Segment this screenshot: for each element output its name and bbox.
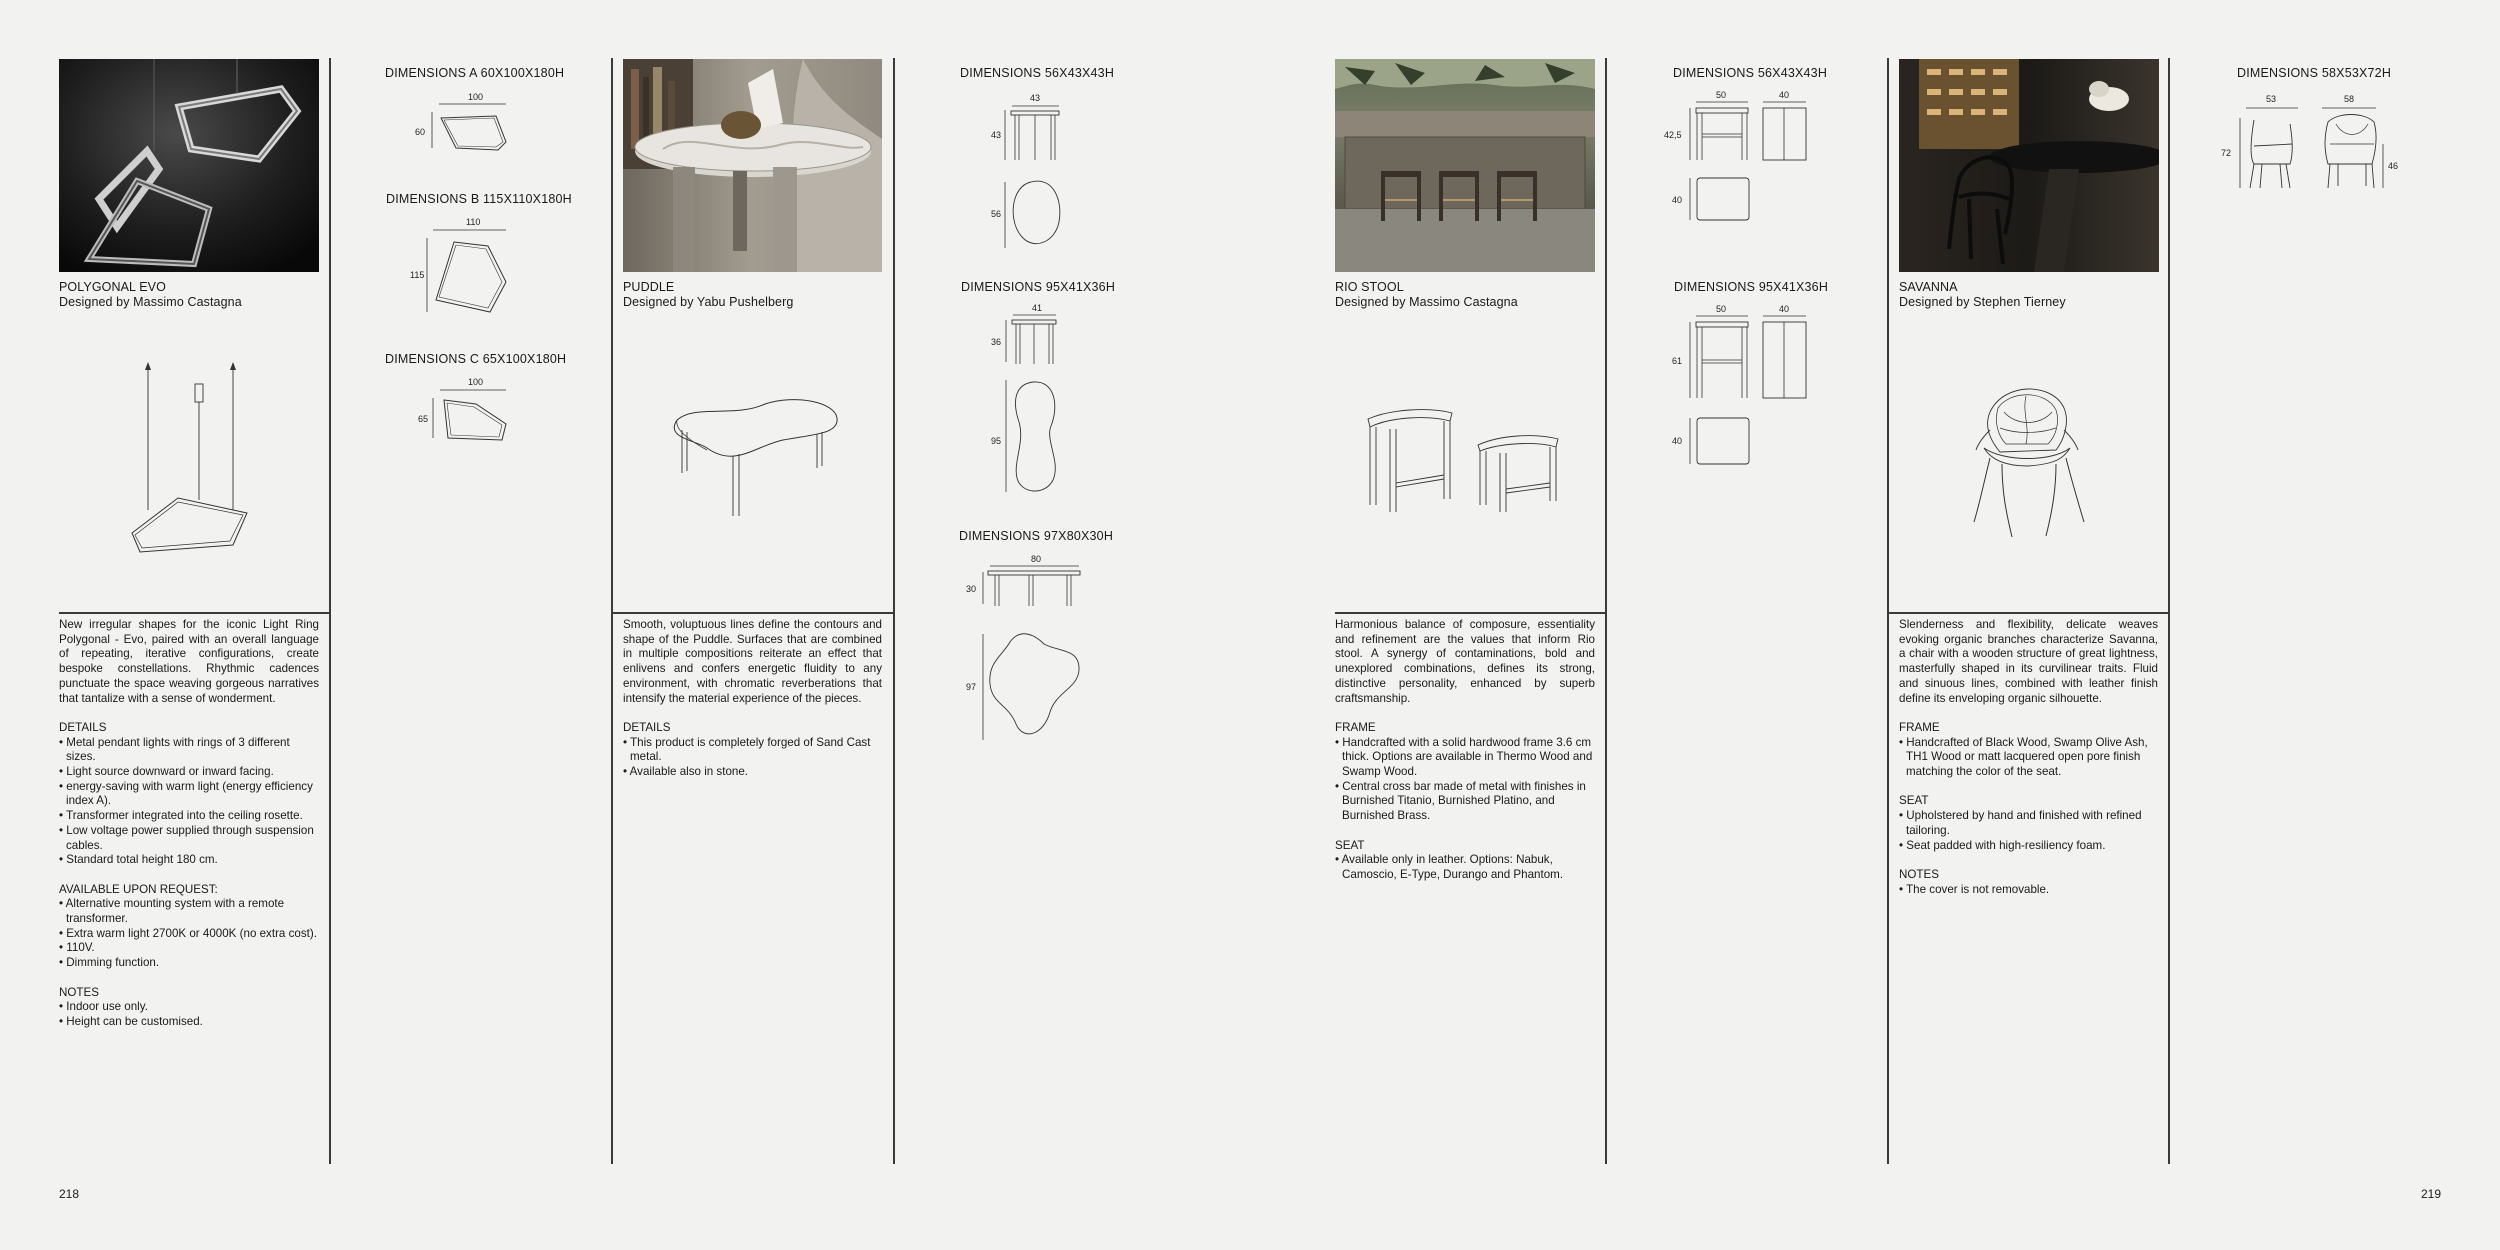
height-label: 65 [418, 414, 429, 424]
front-width-label: 50 [1716, 90, 1727, 100]
list-item: • Available also in stone. [623, 765, 882, 780]
intro-text: Smooth, voluptuous lines define the contours and shape of the Puddle. Surfaces that are combined in multiple compositions reiterate an effect that enlivens and confers energetic fluidity to any environment, with chromatic reverberations that intensify the material experience of the pieces. [623, 618, 882, 705]
dimensions-heading: DIMENSIONS 95X41X36H [961, 280, 1116, 294]
product-title [59, 280, 242, 310]
depth-label: 40 [1672, 436, 1683, 446]
list-item: • Handcrafted of Black Wood, Swamp Olive Ash, TH1 Wood or matt lacquered open pore finish matching the color of the seat. [1899, 736, 2158, 780]
drawing-puddle [665, 398, 845, 523]
product-designer: Designed by Stephen Tierney [1899, 295, 2066, 309]
product-designer: Designed by Massimo Castagna [1335, 295, 1518, 309]
section-rule [1888, 612, 2168, 614]
section-label: NOTES [59, 985, 99, 999]
dimensions-heading: DIMENSIONS 97X80X30H [959, 529, 1114, 543]
section-label: DETAILS [59, 720, 107, 734]
product-designer: Designed by Yabu Pushelberg [623, 295, 794, 309]
dimensions-heading: DIMENSIONS 58X53X72H [2237, 66, 2392, 80]
dimension-drawing [410, 90, 520, 160]
width-label: 41 [1032, 303, 1043, 313]
section-label: FRAME [1899, 720, 1940, 734]
intro-text: New irregular shapes for the iconic Light Ring Polygonal - Evo, paired with an overall language of repeating, iterative configurations, create bespoke constellations. Rhythmic cadences punctuate the space weaving gorgeous narratives that tantalize with a sense of wonderment. [59, 618, 319, 705]
product-name: RIO STOOL [1335, 280, 1404, 294]
product-name: SAVANNA [1899, 280, 1958, 294]
seat-height-label: 46 [2388, 161, 2399, 171]
side-width-label: 40 [1779, 90, 1790, 100]
description-rio-stool [1335, 618, 1595, 897]
description-puddle [623, 618, 882, 794]
photo-puddle [623, 59, 882, 272]
column-divider [1887, 58, 1889, 1164]
column-divider [1605, 58, 1607, 1164]
width-label: 100 [468, 377, 484, 387]
list-item: • Transformer integrated into the ceiling rosette. [59, 809, 319, 824]
details-list [59, 736, 319, 868]
drawing-savanna [1960, 382, 2100, 542]
notes-list [1899, 883, 2158, 898]
list-item: • Metal pendant lights with rings of 3 different sizes. [59, 736, 319, 765]
list-item: • Extra warm light 2700K or 4000K (no extra cost). [59, 927, 319, 942]
section-label: NOTES [1899, 867, 1939, 881]
height-label: 61 [1672, 356, 1683, 366]
front-width-label: 53 [2266, 94, 2277, 104]
list-item: • Available only in leather. Options: Nabuk, Camoscio, E-Type, Durango and Phantom. [1335, 853, 1595, 882]
page-number-left: 218 [59, 1187, 80, 1201]
width-label: 110 [466, 217, 481, 227]
column-divider [893, 58, 895, 1164]
dimension-drawing [1660, 304, 1820, 474]
height-label: 60 [415, 127, 426, 137]
dimensions-heading: DIMENSIONS A 60X100X180H [385, 66, 565, 80]
dimension-drawing [985, 302, 1085, 497]
list-item: • Low voltage power supplied through suspension cables. [59, 824, 319, 853]
list-item: • Height can be customised. [59, 1015, 319, 1030]
depth-label: 97 [966, 682, 977, 692]
dimensions-heading: DIMENSIONS 56X43X43H [1673, 66, 1828, 80]
product-name: POLYGONAL EVO [59, 280, 166, 294]
height-label: 30 [966, 584, 977, 594]
list-item: • Dimming function. [59, 956, 319, 971]
list-item: • Indoor use only. [59, 1000, 319, 1015]
frame-list [1899, 736, 2158, 780]
column-divider [329, 58, 331, 1164]
list-item: • Light source downward or inward facing. [59, 765, 319, 780]
section-label: SEAT [1335, 838, 1365, 852]
side-width-label: 40 [1779, 304, 1790, 314]
drawing-rio-stool [1360, 405, 1570, 515]
section-label: AVAILABLE UPON REQUEST: [59, 882, 218, 896]
side-width-label: 58 [2344, 94, 2355, 104]
section-rule [59, 612, 329, 614]
column-divider [611, 58, 613, 1164]
dimensions-heading: DIMENSIONS C 65X100X180H [385, 352, 567, 366]
depth-label: 56 [991, 209, 1002, 219]
description-polygonal-evo [59, 618, 319, 1044]
column-divider [2168, 58, 2170, 1164]
height-label: 36 [991, 337, 1002, 347]
list-item: • This product is completely forged of Sand Cast metal. [623, 736, 882, 765]
section-label: DETAILS [623, 720, 671, 734]
description-savanna [1899, 618, 2158, 912]
photo-savanna [1899, 59, 2159, 272]
dimensions-heading: DIMENSIONS B 115X110X180H [386, 192, 572, 206]
details-list [623, 736, 882, 780]
frame-list [1335, 736, 1595, 824]
front-width-label: 50 [1716, 304, 1727, 314]
photo-rio-stool [1335, 59, 1595, 272]
dimension-drawing [410, 214, 520, 324]
dimension-drawing [410, 376, 520, 446]
list-item: • 110V. [59, 941, 319, 956]
height-label: 72 [2221, 148, 2232, 158]
notes-list [59, 1000, 319, 1029]
section-rule [1335, 612, 1605, 614]
list-item: • Seat padded with high-resiliency foam. [1899, 839, 2158, 854]
list-item: • Handcrafted with a solid hardwood frame 3.6 cm thick. Options are available in Thermo Wood and Swamp Wood. [1335, 736, 1595, 780]
product-title [1899, 280, 2066, 310]
seat-list [1899, 809, 2158, 853]
dimension-drawing [985, 90, 1085, 255]
section-rule [612, 612, 893, 614]
drawing-polygonal-evo [120, 360, 260, 560]
width-label: 43 [1030, 93, 1041, 103]
height-label: 115 [410, 270, 425, 280]
dimension-drawing [960, 552, 1100, 752]
list-item: • Standard total height 180 cm. [59, 853, 319, 868]
product-name: PUDDLE [623, 280, 675, 294]
dimension-drawing [1660, 90, 1820, 230]
product-designer: Designed by Massimo Castagna [59, 295, 242, 309]
width-label: 80 [1031, 554, 1042, 564]
product-title [1335, 280, 1518, 310]
width-label: 100 [468, 92, 484, 102]
depth-label: 40 [1672, 195, 1683, 205]
list-item: • Alternative mounting system with a remote transformer. [59, 897, 319, 926]
section-label: FRAME [1335, 720, 1376, 734]
product-title [623, 280, 793, 310]
list-item: • energy-saving with warm light (energy efficiency index A). [59, 780, 319, 809]
photo-polygonal-evo [59, 59, 319, 272]
section-label: SEAT [1899, 794, 1929, 808]
list-item: • The cover is not removable. [1899, 883, 2158, 898]
height-label: 43 [991, 130, 1002, 140]
intro-text: Harmonious balance of composure, essentiality and refinement are the values that inform Rio stool. A synergy of contaminations, bold and unexplored combinations, defines its strong, distinctive personality, enhanced by superb craftsmanship. [1335, 618, 1595, 705]
intro-text: Slenderness and flexibility, delicate weaves evoking organic branches characterize Savanna, a chair with a wooden structure of great lightness, masterfully shaped in its curvilinear traits. Fluid and sinuous lines, combined with leather finish define its enveloping organic silhouette. [1899, 618, 2158, 705]
request-list [59, 897, 319, 971]
height-label: 42,5 [1664, 130, 1682, 140]
list-item: • Central cross bar made of metal with finishes in Burnished Titanio, Burnished Platino, and Burnished Brass. [1335, 780, 1595, 824]
dimensions-heading: DIMENSIONS 95X41X36H [1674, 280, 1829, 294]
depth-label: 95 [991, 436, 1002, 446]
dimensions-heading: DIMENSIONS 56X43X43H [960, 66, 1115, 80]
list-item: • Upholstered by hand and finished with refined tailoring. [1899, 809, 2158, 838]
seat-list [1335, 853, 1595, 882]
dimension-drawing [2210, 88, 2410, 198]
page-number-right: 219 [2421, 1187, 2442, 1201]
